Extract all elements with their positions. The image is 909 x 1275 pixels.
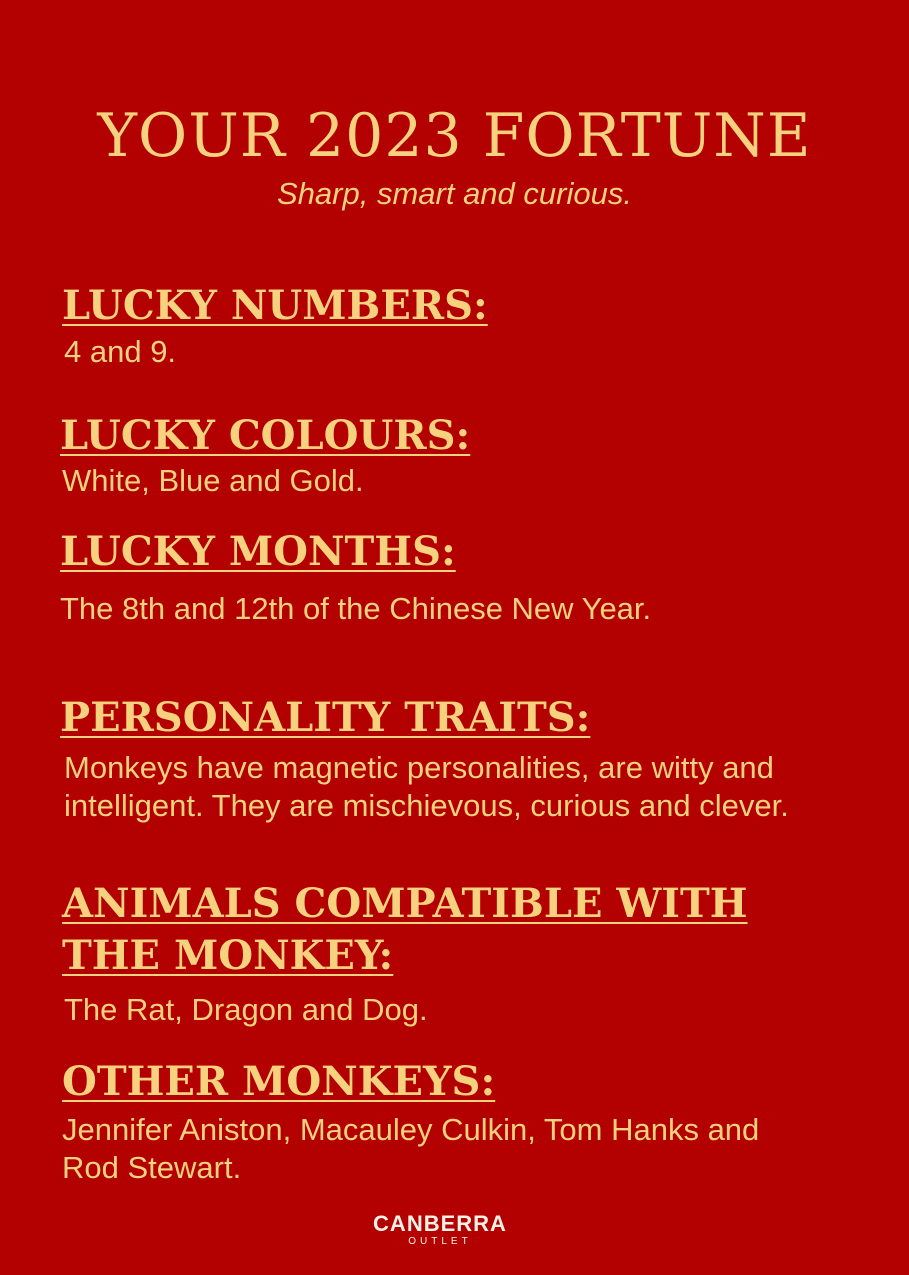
- lucky-colours-text: White, Blue and Gold.: [62, 463, 364, 498]
- logo-name: CANBERRA: [373, 1211, 507, 1236]
- personality-traits-heading: PERSONALITY TRAITS:: [60, 694, 591, 741]
- other-monkeys-text: Jennifer Aniston, Macauley Culkin, Tom Hanks and Rod Stewart.: [62, 1112, 760, 1185]
- page-title: YOUR 2023 FORTUNE: [97, 101, 812, 171]
- compatible-animals-text: The Rat, Dragon and Dog.: [64, 992, 428, 1027]
- lucky-numbers-heading: LUCKY NUMBERS:: [62, 282, 488, 329]
- lucky-colours-heading: LUCKY COLOURS:: [60, 412, 471, 459]
- compatible-animals-heading-line1: ANIMALS COMPATIBLE WITH: [62, 880, 748, 927]
- personality-traits-text: Monkeys have magnetic personalities, are witty and intelligent. They are mischievous, curious and clever.: [64, 750, 789, 823]
- lucky-numbers-text: 4 and 9.: [64, 334, 177, 369]
- lucky-months-heading: LUCKY MONTHS:: [60, 528, 456, 575]
- compatible-animals-heading-line2: THE MONKEY:: [62, 932, 394, 979]
- logo-sub: OUTLET: [408, 1236, 472, 1247]
- canberra-outlet-logo: [360, 1212, 520, 1248]
- lucky-months-text: The 8th and 12th of the Chinese New Year.: [60, 591, 652, 626]
- other-monkeys-heading: OTHER MONKEYS:: [62, 1058, 496, 1105]
- page-subtitle: Sharp, smart and curious.: [277, 176, 632, 211]
